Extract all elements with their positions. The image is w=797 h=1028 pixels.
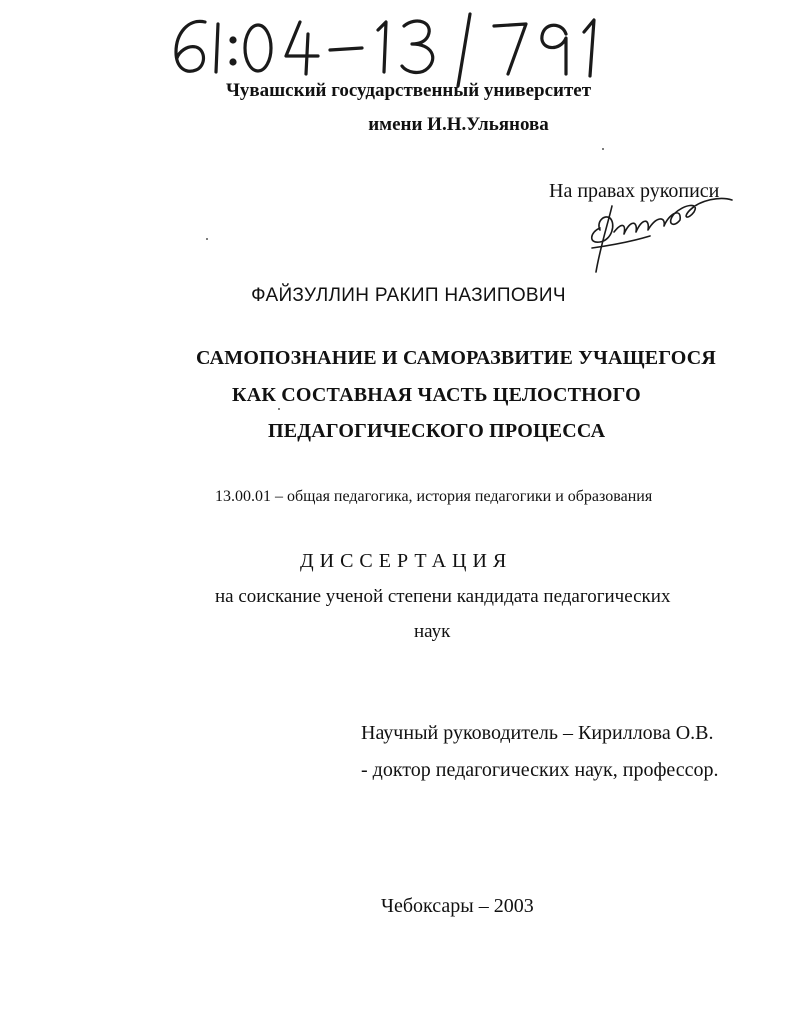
scan-speck <box>206 238 208 240</box>
degree-line-2: наук <box>414 621 451 642</box>
university-namesake: имени И.Н.Ульянова <box>368 114 549 135</box>
dissertation-title-line-3: ПЕДАГОГИЧЕСКОГО ПРОЦЕССА <box>268 420 606 442</box>
dissertation-title-line-1: САМОПОЗНАНИЕ И САМОРАЗВИТИЕ УЧАЩЕГОСЯ <box>196 347 717 369</box>
place-and-year: Чебоксары – 2003 <box>381 895 534 917</box>
scan-speck <box>602 148 604 150</box>
supervisor-line-1: Научный руководитель – Кириллова О.В. <box>361 722 714 744</box>
author-signature <box>570 188 735 278</box>
supervisor-line-2: - доктор педагогических наук, профессор. <box>361 759 719 781</box>
degree-line-1: на соискание ученой степени кандидата педагогических <box>215 586 671 607</box>
document-type-heading: ДИССЕРТАЦИЯ <box>300 550 513 572</box>
university-name: Чувашский государственный университет <box>225 80 592 101</box>
dissertation-title-line-2: КАК СОСТАВНАЯ ЧАСТЬ ЦЕЛОСТНОГО <box>232 384 641 406</box>
manuscript-rights-note: На правах рукописи <box>549 180 720 202</box>
specialty-code: 13.00.01 – общая педагогика, история педагогики и образования <box>215 488 653 505</box>
author-name: ФАЙЗУЛЛИН РАКИП НАЗИПОВИЧ <box>251 285 566 306</box>
scan-speck <box>278 408 280 410</box>
